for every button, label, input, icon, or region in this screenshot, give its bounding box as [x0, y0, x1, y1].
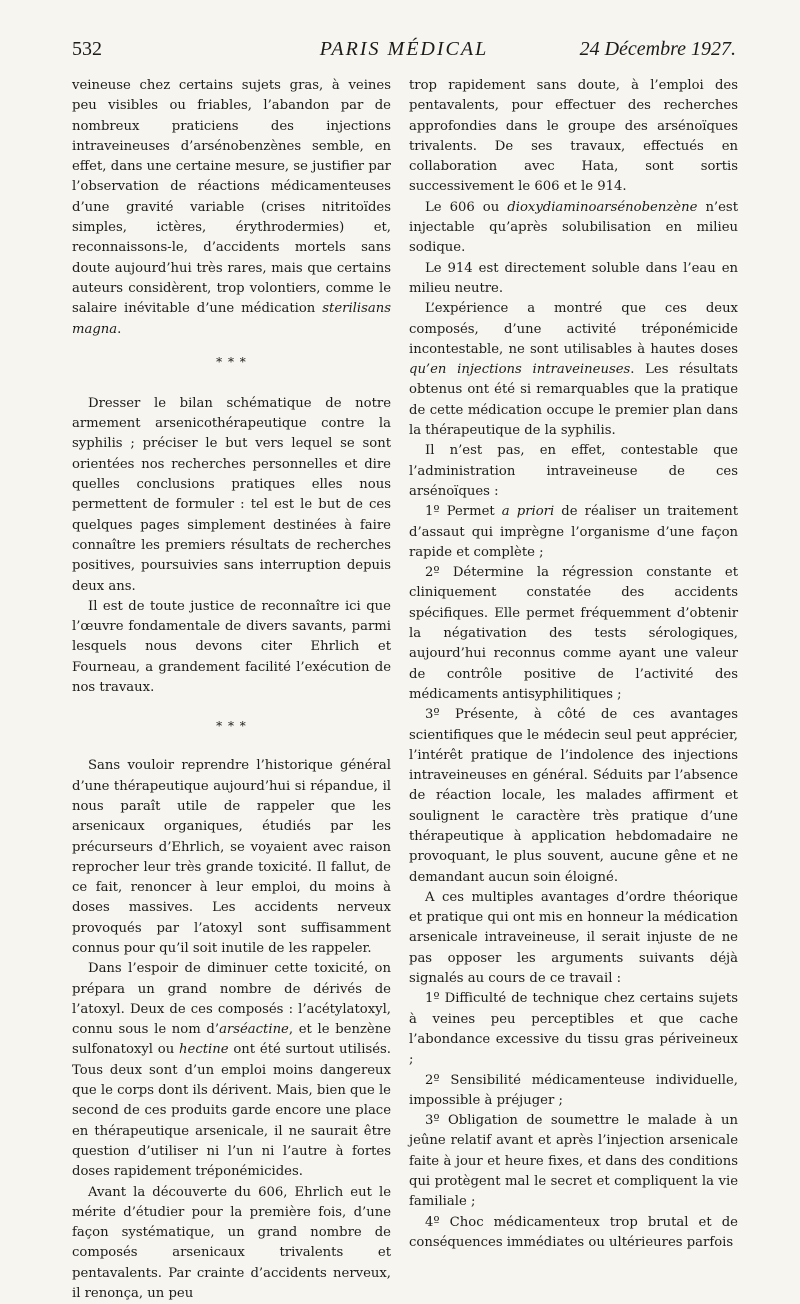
list-item: 1º Permet a priori de réaliser un traitement d’assaut qui imprègne l’organisme d’une façon rapide et complète ; [409, 504, 738, 560]
paragraph: Avant la découverte du 606, Ehrlich eut le mérite d’étudier pour la première fois, d’une façon systématique, un grand nombre de composés arsenicaux trivalents et pentavalents. Par crainte d’accidents nerveux, il renonça, un peu [72, 1184, 391, 1302]
list-item: 3º Obligation de soumettre le malade à un jeûne relatif avant et après l’injection arsenicale faite à jour et heure fixes, et dans des conditions qui protègent mal le secret et compliquent la vie familiale ; [409, 1113, 738, 1210]
list-item: 2º Détermine la régression constante et cliniquement constatée des accidents spécifiques. Elle permet fréquemment d’obtenir la négativation des tests sérologiques, aujourd’hui reconnus comme ayant une valeur de contrôle positive de l’activité des médicaments antisyphilitiques ; [409, 565, 738, 702]
paragraph: L’expérience a montré que ces deux composés, d’une activité tréponémicide incontestable, ne sont utilisables à hautes doses qu’en injections intraveineuses. Les résultats obtenus ont été si remarquables que la pratique de cette médication occupe le premier plan dans la thérapeutique de la syphilis. [409, 301, 738, 439]
paragraph: trop rapidement sans doute, à l’emploi des pentavalents, pour effectuer des recherches approfondies dans le groupe des arsénoïques trivalents. De ses travaux, effectués en collaboration avec Hata, sont sortis successivement le 606 et le 914. [409, 78, 738, 195]
list-item: 3º Présente, à côté de ces avantages scientifiques que le médecin seul peut apprécier, l’intérêt pratique de l’indolence des injections intraveineuses en général. Séduits par l’absence de réaction locale, les malades affirment et soulignent le caractère très pratique d’une thérapeutique à application hebdomadaire ne provoquant, le plus souvent, aucune gêne et ne demandant aucun soin éloigné. [409, 707, 738, 885]
paragraph: A ces multiples avantages d’ordre théorique et pratique qui ont mis en honneur la médication arsenicale intraveineuse, il serait injuste de ne pas opposer les arguments suivants déjà signalés au cours de ce travail : [409, 889, 738, 987]
paragraph: Dans l’espoir de diminuer cette toxicité, on prépara un grand nombre de dérivés de l’atoxyl. Deux de ces composés : l’acétylatoxyl, connu sous le nom d’arséactine, et le benzène sulfonatoxyl ou hectine ont été surtout utilisés. Tous deux sont d’un emploi moins dangereux que le corps dont ils dérivent. Mais, bien que le second de ces produits garde encore une place en thérapeutique arsenicale, il ne saurait être question d’utiliser ni l’un ni l’autre à fortes doses rapidement tréponémicides. [72, 961, 391, 1180]
issue-date: 24 Décembre 1927. [579, 38, 736, 60]
list-item: 2º Sensibilité médicamenteuse individuelle, impossible à préjuger ; [409, 1072, 738, 1108]
list-item: 4º Choc médicamenteux trop brutal et de conséquences immédiates ou ultérieures parfois [409, 1214, 738, 1250]
right-column [409, 76, 738, 1253]
journal-title: PARIS MÉDICAL [319, 38, 489, 60]
section-separator: * * * [216, 354, 247, 369]
paragraph: Il n’est pas, en effet, contestable que l’administration intraveineuse de ces arsénoïques : [409, 443, 738, 499]
page-number: 532 [72, 38, 102, 60]
running-header [72, 38, 736, 68]
left-column [72, 76, 391, 1304]
paragraph: Sans vouloir reprendre l’historique général d’une thérapeutique aujourd’hui si répandue, il nous paraît utile de rappeler que les arsenicaux organiques, étudiés par les précurseurs d’Ehrlich, se voyaient avec raison reprocher leur très grande toxicité. Il fallut, de ce fait, renoncer à leur emploi, du moins à doses massives. Les accidents nerveux provoqués par l’atoxyl sont suffisamment connus pour qu’il soit inutile de les rappeler. [72, 758, 391, 956]
paragraph: Le 914 est directement soluble dans l’eau en milieu neutre. [409, 260, 738, 296]
section-separator: * * * [216, 719, 247, 734]
paragraph: Dresser le bilan schématique de notre armement arsenicothérapeutique contre la syphilis ; préciser le but vers lequel se sont orientées nos recherches personnelles et dire quelles conclusions pratiques elles nous permettent de formuler : tel est le but de ces quelques pages simplement destinées à faire connaître les premiers résultats de recherches positives, poursuivies sans interruption depuis deux ans. [72, 395, 391, 594]
list-item: 1º Difficulté de technique chez certains sujets à veines peu perceptibles et que cache l’abondance excessive du tissu gras périveineux ; [409, 991, 738, 1068]
paragraph: veineuse chez certains sujets gras, à veines peu visibles ou friables, l’abandon par de nombreux praticiens des injections intraveineuses d’arsénobenzènes semble, en effet, dans une certaine mesure, se justifier par l’observation de réactions médicamenteuses d’une gravité variable (crises nitritoïdes simples, ictères, érythrodermies) et, reconnaissons-le, d’accidents mortels sans doute aujourd’hui très rares, mais que certains auteurs considèrent, trop volontiers, comme le salaire inévitable d’une médication sterilisans magna. [72, 78, 391, 337]
paragraph: Le 606 ou dioxydiaminoarsénobenzène n’est injectable qu’après solubilisation en milieu sodique. [409, 199, 738, 256]
paragraph: Il est de toute justice de reconnaître ici que l’œuvre fondamentale de divers savants, parmi lesquels nous devons citer Ehrlich et Fourneau, a grandement facilité l’exécution de nos travaux. [72, 598, 391, 696]
